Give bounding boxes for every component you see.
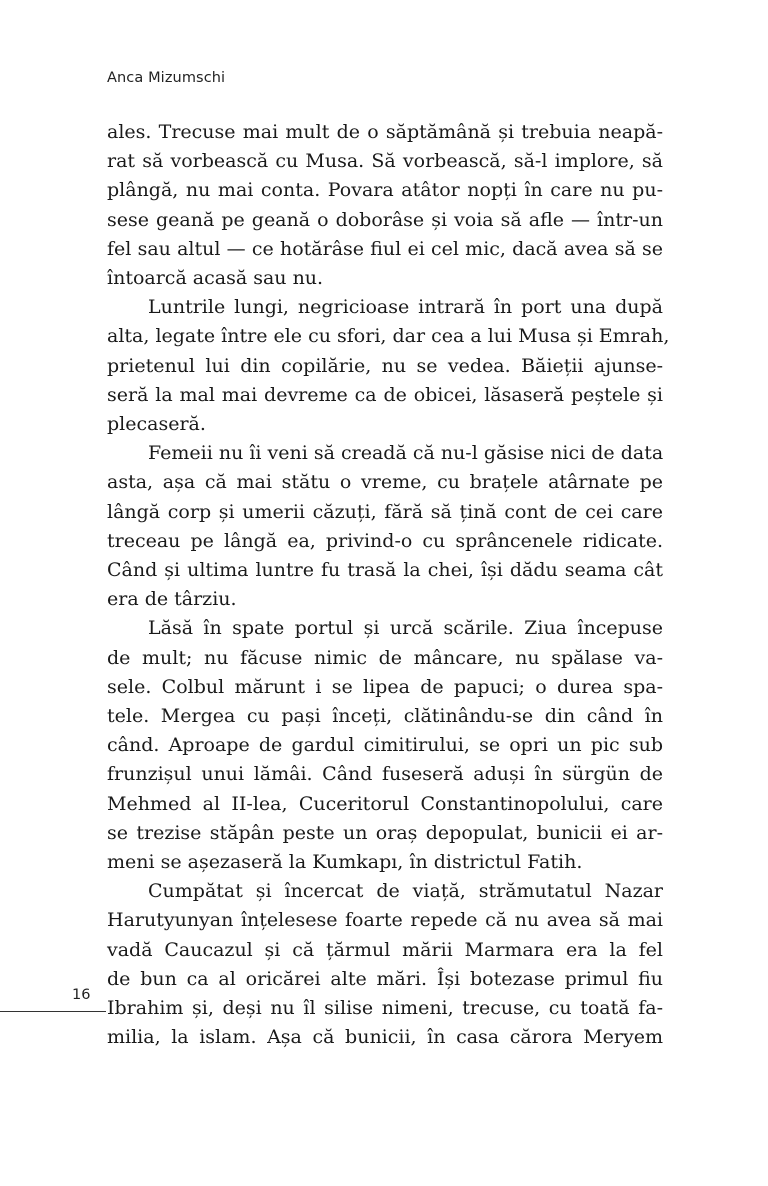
text-line: meni se așezaseră la Kumkapı, în districtul Fatih. xyxy=(107,851,583,874)
text-line: Când și ultima luntre fu trasă la chei, își dădu seama cât xyxy=(107,559,663,582)
text-line: Femeii nu îi veni să creadă că nu-l găsise nici de data xyxy=(148,442,664,465)
text-line: treceau pe lângă ea, privind-o cu sprâncenele ridicate. xyxy=(107,529,663,552)
text-line: întoarcă acasă sau nu. xyxy=(107,267,324,290)
paragraph-4 xyxy=(107,614,663,877)
text-line: fel sau altul — ce hotărâse fiul ei cel mic, dacă avea să se xyxy=(107,237,663,260)
body-text xyxy=(107,118,670,1053)
text-line: se trezise stăpân peste un oraș depopulat, bunicii ei ar- xyxy=(107,821,663,844)
text-line: seră la mal mai devreme ca de obicei, lăsaseră peștele și xyxy=(107,383,663,406)
text-line: sele. Colbul mărunt i se lipea de papuci; o durea spa- xyxy=(107,675,663,698)
text-line: plecaseră. xyxy=(107,413,206,436)
text-line: tele. Mergea cu pași înceți, clătinându-se din când în xyxy=(107,705,663,728)
text-line: Ibrahim și, deși nu îl silise nimeni, trecuse, cu toată fa- xyxy=(107,997,663,1020)
text-line: Mehmed al II-lea, Cuceritorul Constantinopolului, care xyxy=(107,792,663,815)
text-line: rat să vorbească cu Musa. Să vorbească, să-l implore, să xyxy=(107,150,663,173)
text-line: ales. Trecuse mai mult de o săptămână și trebuia neapă- xyxy=(107,121,663,143)
text-line: era de târziu. xyxy=(107,588,237,611)
text-line: milia, la islam. Așa că bunicii, în casa cărora Meryem xyxy=(107,1026,663,1049)
page-number: 16 xyxy=(72,987,91,1003)
text-line: de mult; nu făcuse nimic de mâncare, nu spălase va- xyxy=(107,646,663,669)
paragraph-3 xyxy=(107,439,663,614)
text-line: prietenul lui din copilărie, nu se vedea. Băieții ajunse- xyxy=(107,354,663,377)
footer-rule xyxy=(0,1011,106,1012)
text-line: Luntrile lungi, negricioase intrară în port una după xyxy=(148,296,663,319)
paragraph-5 xyxy=(107,877,663,1052)
paragraph-1 xyxy=(107,118,663,293)
text-line: asta, așa că mai stătu o vreme, cu brațele atârnate pe xyxy=(107,471,663,494)
running-head-author: Anca Mizumschi xyxy=(107,70,226,86)
text-line: Lăsă în spate portul și urcă scările. Ziua începuse xyxy=(148,617,663,640)
text-line: plângă, nu mai conta. Povara atâtor nopți în care nu pu- xyxy=(107,179,663,202)
text-line: frunzișul unui lămâi. Când fuseseră aduși în sürgün de xyxy=(107,763,663,786)
text-line: lângă corp și umerii căzuți, fără să țină cont de cei care xyxy=(107,500,663,523)
text-line: vadă Caucazul și că țărmul mării Marmara era la fel xyxy=(107,938,663,961)
paragraph-2 xyxy=(107,293,670,439)
text-line: de bun ca al oricărei alte mări. Își botezase primul fiu xyxy=(107,967,663,990)
text-line: sese geană pe geană o doborâse și voia să afle — într-un xyxy=(107,208,663,231)
text-line: Harutyunyan înțelesese foarte repede că nu avea să mai xyxy=(107,909,663,932)
text-line: Cumpătat și încercat de viață, strămutatul Nazar xyxy=(148,880,663,903)
text-line: când. Aproape de gardul cimitirului, se opri un pic sub xyxy=(107,734,663,757)
text-line: alta, legate între ele cu sfori, dar cea a lui Musa și Emrah, xyxy=(107,325,670,348)
